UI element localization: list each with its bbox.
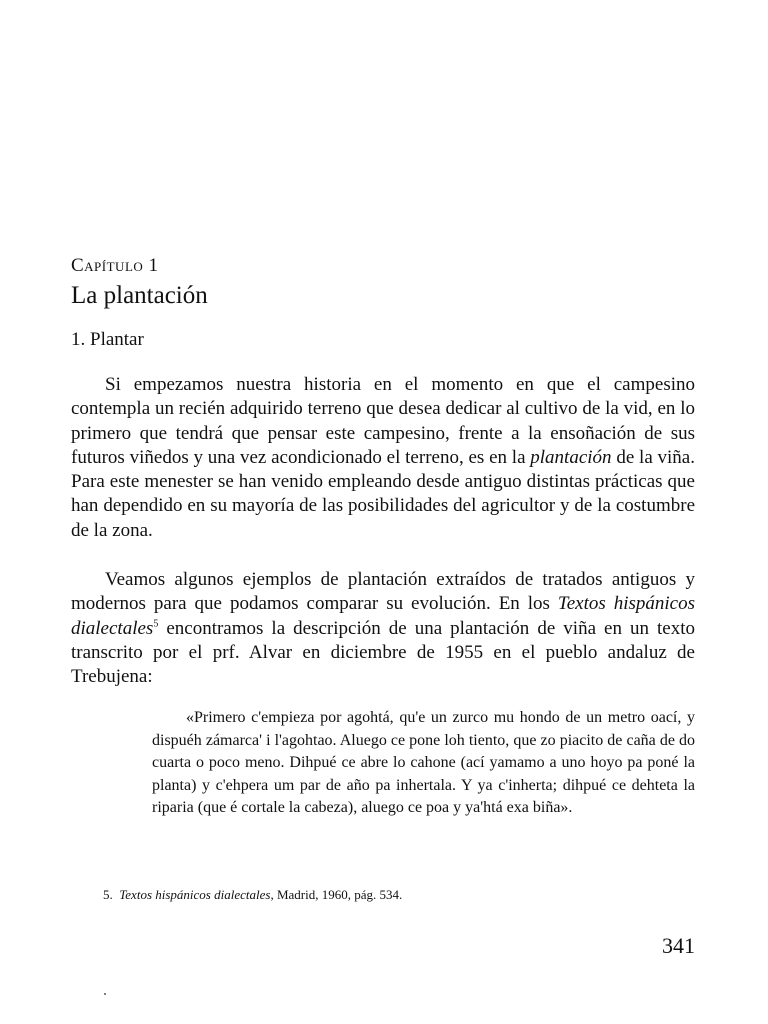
block-quote: «Primero c'empieza por agohtá, qu'e un zurco mu hondo de un metro oací, y dispuéh zámarca' i l'agohtao. Aluego ce pone loh tiento, que zo piacito de caña de do cuarta o poco meno. Dihpué ce abre lo cahone (ací yamamo a uno hoyo pa poné la planta) y c'ehpera um par de año pa inhertala. Y ya c'inherta; dihpué ce dehteta la riparia (que é cortale la cabeza), aluego ce poa y ya'htá exa biña». <box>152 709 695 816</box>
footnote-reference: 5 <box>153 618 159 630</box>
paragraph-1 <box>71 373 695 543</box>
paragraph-1-text-b: de la viña. Para este menester se han venido empleando desde antiguo distintas prácticas que han dependido en su mayoría de las posibilidades del agricultor y de la costumbre de la zona. <box>71 446 695 541</box>
paragraph-1-text-a: Si empezamos nuestra historia en el momento en que el campesino contempla un recién adquirido terreno que desea dedicar al cultivo de la vid, en lo primero que tendrá que pensar este campesino, frente a la ensoñación de sus futuros viñedos y una vez acondicionado el terreno, es en la <box>71 374 695 468</box>
paragraph-2-italic: Textos hispánicos dialectales <box>71 593 696 639</box>
chapter-label: Capítulo 1 <box>71 255 159 276</box>
section-heading: 1. Plantar <box>71 329 144 350</box>
paragraph-2-text-b: encontramos la descripción de una plantación de viña en un texto transcrito por el prf. Alvar en diciembre de 1955 en el pueblo andaluz de Trebujena: <box>71 617 695 688</box>
footnote-title: Textos hispánicos dialectales <box>119 887 271 902</box>
chapter-title: La plantación <box>71 282 208 309</box>
footnote <box>103 887 402 903</box>
paragraph-1-italic: plantación <box>530 446 612 468</box>
page-number: 341 <box>662 933 695 958</box>
footnote-rest: , Madrid, 1960, pág. 534. <box>270 887 403 902</box>
paragraph-2-text-a: Veamos algunos ejemplos de plantación extraídos de tratados antiguos y modernos para que podamos comparar su evolución. En los <box>71 569 695 615</box>
footnote-number: 5. <box>103 887 113 902</box>
paragraph-2 <box>71 568 695 689</box>
scan-speck <box>104 993 106 995</box>
